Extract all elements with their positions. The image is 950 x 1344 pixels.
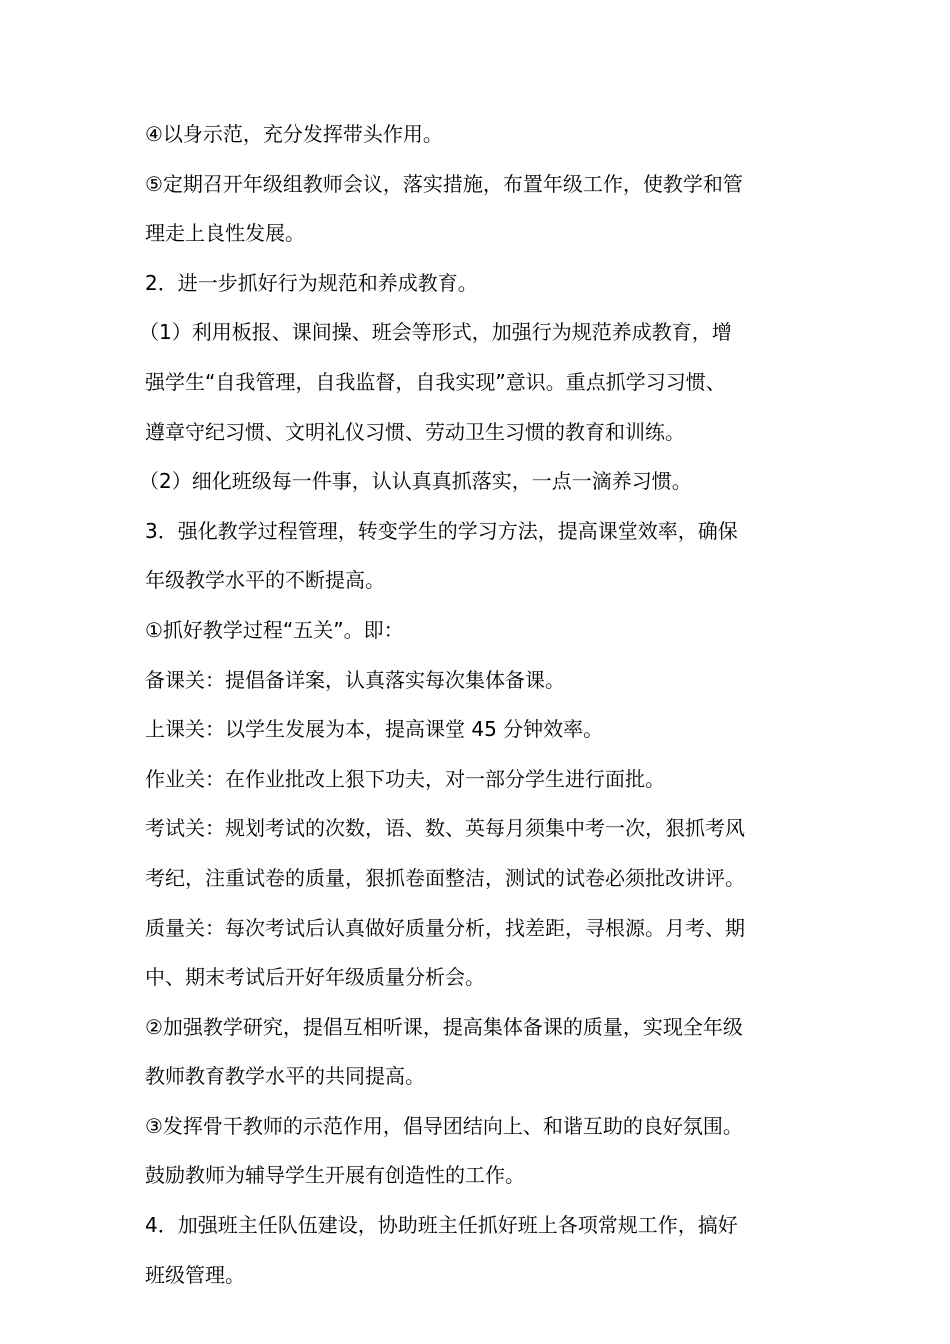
text-line: 理走上良性发展。 <box>145 221 305 246</box>
text-line: 上课关：以学生发展为本，提高课堂 45 分钟效率。 <box>145 717 604 742</box>
document-body <box>139 110 810 1300</box>
text-line: 教师教育教学水平的共同提高。 <box>145 1064 425 1089</box>
text-line: ⑤定期召开年级组教师会议，落实措施，布置年级工作，使教学和管 <box>145 171 743 196</box>
text-line: 遵章守纪习惯、文明礼仪习惯、劳动卫生习惯的教育和训练。 <box>145 419 685 444</box>
text-line: ②加强教学研究，提倡互相听课，提高集体备课的质量，实现全年级 <box>145 1014 743 1039</box>
text-line: 考纪，注重试卷的质量，狠抓卷面整洁，测试的试卷必须批改讲评。 <box>145 865 745 890</box>
section-heading: 3．强化教学过程管理，转变学生的学习方法，提高课堂效率，确保 <box>145 518 738 543</box>
text-line: ①抓好教学过程“五关”。即： <box>145 617 404 642</box>
text-line: 班级管理。 <box>145 1262 245 1287</box>
section-heading: 2．进一步抓好行为规范和养成教育。 <box>145 270 478 295</box>
text-line: ④以身示范，充分发挥带头作用。 <box>145 122 443 146</box>
text-line: ③发挥骨干教师的示范作用，倡导团结向上、和谐互助的良好氛围。 <box>145 1113 743 1138</box>
text-line: 质量关：每次考试后认真做好质量分析，找差距，寻根源。月考、期 <box>145 915 745 940</box>
text-line: 中、期末考试后开好年级质量分析会。 <box>145 965 485 990</box>
text-line: 年级教学水平的不断提高。 <box>145 568 385 593</box>
text-line: （2）细化班级每一件事，认认真真抓落实，一点一滴养习惯。 <box>139 469 692 494</box>
section-heading: 4．加强班主任队伍建设，协助班主任抓好班上各项常规工作，搞好 <box>145 1213 738 1238</box>
text-line: 考试关：规划考试的次数，语、数、英每月须集中考一次，狠抓考风 <box>145 816 745 841</box>
text-line: （1）利用板报、课间操、班会等形式，加强行为规范养成教育，增 <box>139 320 732 345</box>
text-line: 鼓励教师为辅导学生开展有创造性的工作。 <box>145 1163 525 1188</box>
text-line: 作业关：在作业批改上狠下功夫，对一部分学生进行面批。 <box>145 766 665 791</box>
text-line: 强学生“自我管理，自我监督，自我实现”意识。重点抓学习习惯、 <box>145 369 726 394</box>
text-line: 备课关：提倡备详案，认真落实每次集体备课。 <box>145 667 565 692</box>
